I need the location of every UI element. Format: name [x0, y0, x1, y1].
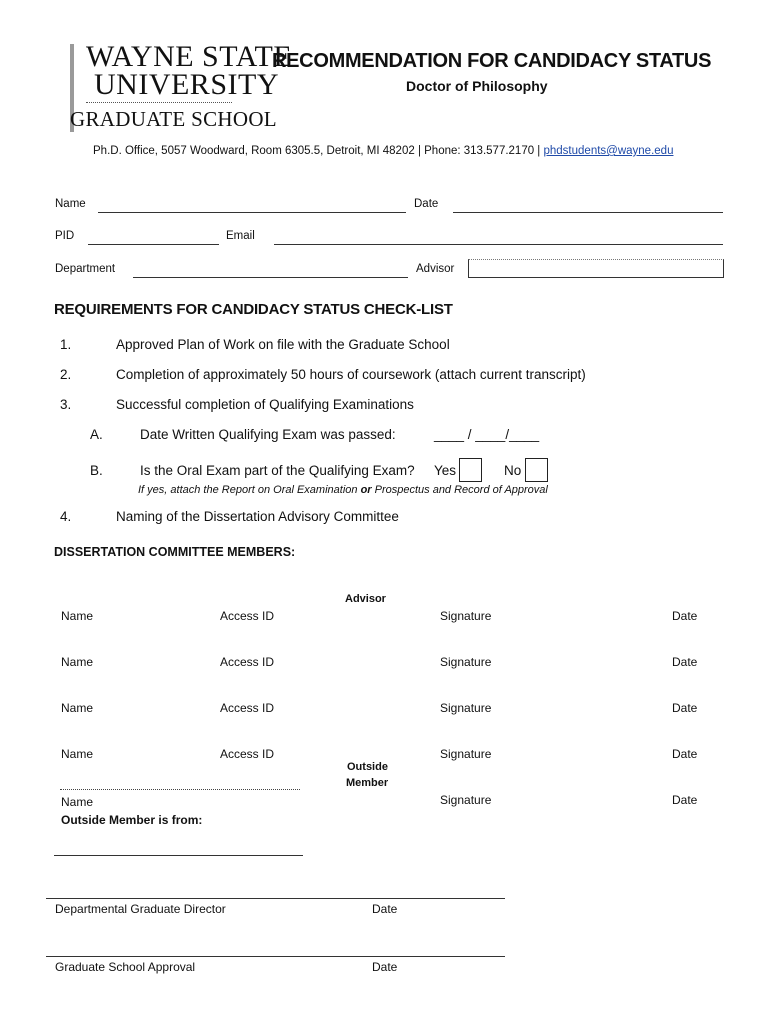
- director-date-label: Date: [372, 902, 398, 916]
- outside-member-signature-label: Signature: [440, 793, 492, 807]
- item-1-number: 1.: [60, 337, 72, 352]
- member-2-signature-label: Signature: [440, 655, 492, 669]
- school-signature-line[interactable]: [46, 956, 505, 957]
- note-part-2: Prospectus and Record of Approval: [371, 484, 548, 496]
- logo-university: UNIVERSITY: [94, 68, 279, 101]
- sub-a-text: Date Written Qualifying Exam was passed:: [140, 427, 396, 442]
- outside-member-name-label: Name: [61, 795, 94, 809]
- email-label: Email: [226, 230, 255, 242]
- member-3-signature-label: Signature: [440, 701, 492, 715]
- department-label: Department: [55, 263, 116, 275]
- sub-a-letter: A.: [90, 427, 103, 442]
- date-field[interactable]: [453, 212, 723, 213]
- outside-member-from-field[interactable]: [54, 855, 303, 856]
- form-subtitle: Doctor of Philosophy: [406, 78, 548, 94]
- director-label: Departmental Graduate Director: [55, 902, 226, 916]
- outside-member-label-2: Member: [346, 777, 389, 789]
- member-1-name-label: Name: [61, 609, 94, 623]
- member-3-date-label: Date: [672, 701, 698, 715]
- qualifying-exam-date-field[interactable]: ____ / ____/____: [434, 427, 540, 442]
- member-4-name-label: Name: [61, 747, 94, 761]
- contact-email-link[interactable]: phdstudents@wayne.edu: [543, 145, 674, 157]
- advisor-label: Advisor: [416, 263, 455, 275]
- logo-wayne-state: WAYNE STATE: [86, 40, 293, 73]
- pid-label: PID: [55, 230, 75, 242]
- item-4-number: 4.: [60, 509, 72, 524]
- item-1-text: Approved Plan of Work on file with the Graduate School: [116, 337, 450, 352]
- contact-info: [93, 145, 673, 157]
- no-label: No: [504, 463, 522, 478]
- member-2-access-label: Access ID: [220, 655, 275, 669]
- logo-graduate-school: GRADUATE SCHOOL: [70, 107, 277, 131]
- form-title: RECOMMENDATION FOR CANDIDACY STATUS: [272, 50, 712, 72]
- pid-field[interactable]: [88, 244, 219, 245]
- yes-checkbox[interactable]: [459, 458, 482, 482]
- checklist-heading: REQUIREMENTS FOR CANDIDACY STATUS CHECK-LIST: [54, 301, 453, 318]
- member-4-date-label: Date: [672, 747, 698, 761]
- outside-member-name-field[interactable]: [60, 789, 300, 790]
- email-field[interactable]: [274, 244, 723, 245]
- item-2-number: 2.: [60, 367, 72, 382]
- sub-b-letter: B.: [90, 463, 103, 478]
- member-3-name-label: Name: [61, 701, 94, 715]
- contact-text: Ph.D. Office, 5057 Woodward, Room 6305.5, Detroit, MI 48202 | Phone: 313.577.2170 |: [93, 145, 544, 157]
- director-signature-line[interactable]: [46, 898, 505, 899]
- member-2-date-label: Date: [672, 655, 698, 669]
- advisor-field[interactable]: [468, 259, 724, 278]
- sub-b-text: Is the Oral Exam part of the Qualifying Exam?: [140, 463, 415, 478]
- note-part-1: If yes, attach the Report on Oral Examination: [138, 484, 361, 496]
- name-label: Name: [55, 198, 86, 210]
- member-2-name-label: Name: [61, 655, 94, 669]
- member-4-access-label: Access ID: [220, 747, 275, 761]
- advisor-row-label: Advisor: [345, 593, 386, 605]
- school-date-label: Date: [372, 960, 398, 974]
- item-3-number: 3.: [60, 397, 72, 412]
- school-approval-label: Graduate School Approval: [55, 960, 196, 974]
- outside-member-from-label: Outside Member is from:: [61, 813, 203, 827]
- member-1-date-label: Date: [672, 609, 698, 623]
- yes-label: Yes: [434, 463, 457, 478]
- member-1-access-label: Access ID: [220, 609, 275, 623]
- committee-heading: DISSERTATION COMMITTEE MEMBERS:: [54, 545, 296, 559]
- member-3-access-label: Access ID: [220, 701, 275, 715]
- note-or: or: [360, 484, 372, 496]
- no-checkbox[interactable]: [525, 458, 548, 482]
- item-4-text: Naming of the Dissertation Advisory Committee: [116, 509, 399, 524]
- item-3-text: Successful completion of Qualifying Examinations: [116, 397, 414, 412]
- date-label: Date: [414, 198, 439, 210]
- member-4-signature-label: Signature: [440, 747, 492, 761]
- department-field[interactable]: [133, 277, 408, 278]
- member-1-signature-label: Signature: [440, 609, 492, 623]
- outside-member-label-1: Outside: [347, 761, 388, 773]
- item-2-text: Completion of approximately 50 hours of coursework (attach current transcript): [116, 367, 586, 382]
- logo-divider: [86, 102, 232, 103]
- outside-member-date-label: Date: [672, 793, 698, 807]
- oral-exam-note: [138, 484, 548, 496]
- name-field[interactable]: [98, 212, 406, 213]
